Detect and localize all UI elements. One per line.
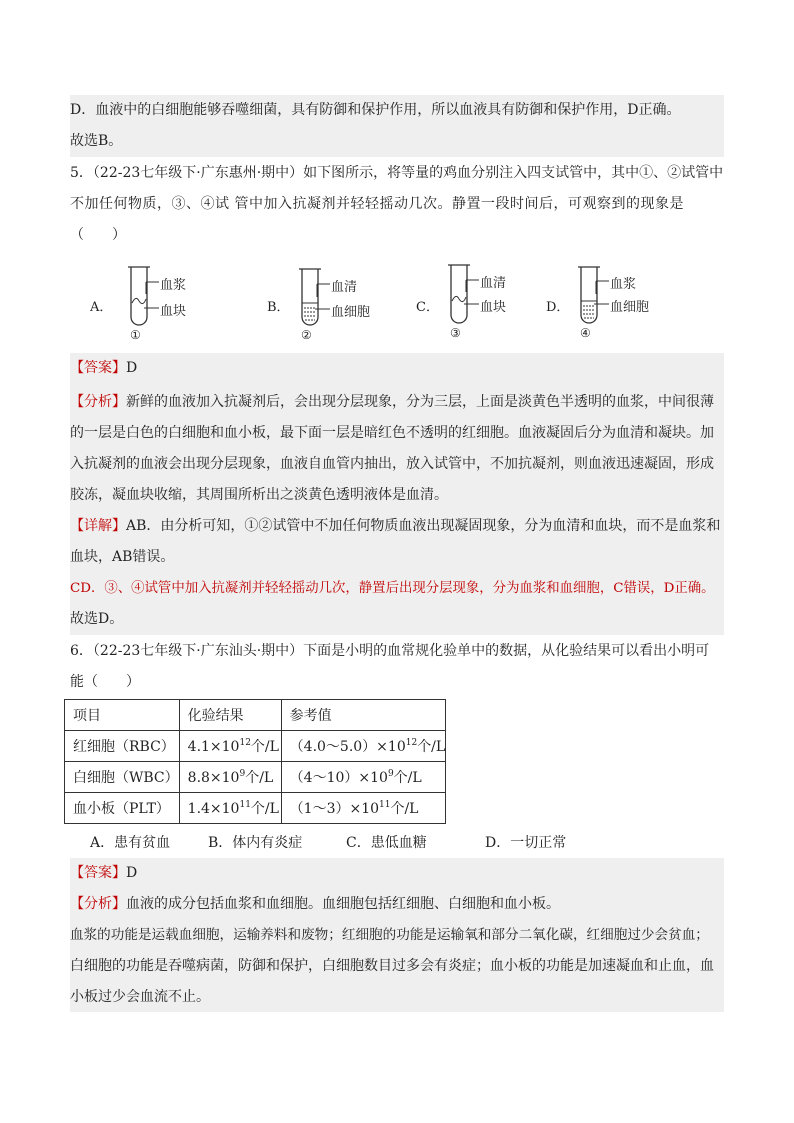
- q5-analysis-line-2: 的一层是白色的白细胞和血小板，最下面一层是暗红色不透明的红细胞。血液凝固后分为血清和凝块。加: [70, 425, 714, 441]
- q5-analysis-line-1: [70, 387, 724, 418]
- q5-answer-line: [70, 353, 724, 384]
- analysis-tag: 【分析】: [70, 896, 126, 912]
- table-row: [65, 731, 446, 762]
- tube-b-top-label: 血清: [331, 280, 358, 295]
- tube-option-d[interactable]: [546, 262, 686, 344]
- table-row: [65, 762, 446, 793]
- label-leader-lines: [144, 274, 160, 314]
- tube-c-top-label: 血清: [480, 276, 507, 291]
- q6-stem-line-1: 6．（22-23七年级下·广东汕头·期中）下面是小明的血常规化验单中的数据，从化验结果可以看出小明可: [70, 643, 710, 659]
- option-c[interactable]: C．患低血糖: [346, 835, 427, 851]
- q6-stem-line-2: 能（ ）: [70, 674, 140, 690]
- q5-stem-line-2: 不加任何物质，③、④试 管中加入抗凝剂并轻轻摇动几次。静置一段时间后，可观察到的现象是: [70, 196, 684, 212]
- answer-tag: 【答案】: [70, 360, 126, 376]
- tube-option-c[interactable]: [416, 262, 546, 344]
- tube-option-b[interactable]: [267, 262, 397, 344]
- tube-c-bottom-label: 血块: [480, 300, 507, 315]
- q6-solution: [70, 858, 724, 1012]
- table-cell-reference: $(1\sim 3)\times 10^{11}$个/L: [281, 793, 446, 824]
- label-leader-lines: [315, 277, 331, 317]
- tube-c-number: ③: [450, 326, 461, 340]
- option-a[interactable]: A．患有贫血: [90, 835, 171, 851]
- q5-stem-line-1: 5．（22-23七年级下·广东惠州·期中）如下图所示，将等量的鸡血分别注入四支试管中，其中①、②试管中: [70, 165, 724, 181]
- tube-letter-a: A．: [90, 300, 113, 315]
- tube-a-top-label: 血浆: [160, 278, 187, 293]
- tube-letter-d: D．: [546, 300, 570, 315]
- label-leader-lines: [464, 272, 480, 312]
- table-cell-item: 血小板（PLT）: [65, 793, 180, 824]
- tube-d-bottom-label: 血细胞: [610, 300, 650, 315]
- table-cell-result: $4.1\times 10^{12}$个/L: [179, 731, 281, 762]
- detail-tag: 【详解】: [70, 518, 126, 534]
- table-header-cell: 化验结果: [179, 700, 281, 731]
- detail-text: AB．由分析可知，①②试管中不加任何物质血液出现凝固现象，分为血清和血块，而不是血浆和: [126, 518, 721, 534]
- q5-detail-line-1: [70, 511, 724, 542]
- table-cell-result: $8.8\times 10^9$个/L: [179, 762, 281, 793]
- q6-analysis-line-3: 白细胞的功能是吞噬病菌，防御和保护，白细胞数目过多会有炎症；血小板的功能是加速凝血和止血，血: [70, 958, 714, 974]
- tube-d-number: ④: [580, 326, 591, 340]
- q4-option-d-explanation: D．血液中的白细胞能够吞噬细菌，具有防御和保护作用，所以血液具有防御和保护作用，D正确。: [70, 102, 681, 118]
- tube-option-a[interactable]: [90, 262, 220, 344]
- q5-tube-figure: [90, 262, 690, 344]
- option-d[interactable]: D．一切正常: [485, 835, 567, 851]
- answer-value: D: [126, 865, 138, 881]
- q5-analysis-line-4: 胶冻，凝血块收缩，其周围所析出之淡黄色透明液体是血清。: [70, 487, 448, 503]
- answer-value: D: [126, 360, 138, 376]
- q6-analysis-line-1: [70, 889, 724, 920]
- analysis-text: 新鲜的血液加入抗凝剂后，会出现分层现象，分为三层，上面是淡黄色半透明的血浆，中间很薄: [126, 394, 714, 410]
- tube-letter-c: C．: [416, 300, 439, 315]
- label-leader-lines: [594, 274, 610, 314]
- tube-b-number: ②: [301, 328, 312, 342]
- q5-detail-line-4: 故选D。: [70, 611, 124, 627]
- q4-choose-line: 故选B。: [70, 133, 123, 149]
- tube-letter-b: B．: [267, 300, 290, 315]
- analysis-text: 血液的成分包括血浆和血细胞。血细胞包括红细胞、白细胞和血小板。: [126, 896, 560, 912]
- q6-answer-line: [70, 858, 724, 889]
- q5-solution: [70, 353, 724, 635]
- table-header-cell: 项目: [65, 700, 180, 731]
- table-cell-result: $1.4\times 10^{11}$个/L: [179, 793, 281, 824]
- q5-stem: [70, 158, 724, 251]
- analysis-tag: 【分析】: [70, 394, 126, 410]
- table-cell-item: 红细胞（RBC）: [65, 731, 180, 762]
- blood-test-table: [64, 699, 446, 824]
- q5-analysis-line-3: 入抗凝剂的血液会出现分层现象，血液自血管内抽出，放入试管中，不加抗凝剂，则血液迅速凝固，形成: [70, 456, 714, 472]
- q6-analysis-line-4: 小板过少会血流不止。: [70, 989, 210, 1005]
- answer-tag: 【答案】: [70, 865, 126, 881]
- q5-detail-line-3: CD．③、④试管中加入抗凝剂并轻轻摇动几次，静置后出现分层现象，分为血浆和血细胞，C错误，D正确。: [70, 581, 715, 596]
- tube-a-bottom-label: 血块: [160, 304, 187, 319]
- q4-solution-tail: [70, 95, 724, 157]
- option-b[interactable]: B．体内有炎症: [208, 835, 303, 851]
- q6-stem: [70, 636, 724, 698]
- table-row: [65, 793, 446, 824]
- q5-detail-line-2: 血块，AB错误。: [70, 549, 175, 565]
- tube-b-bottom-label: 血细胞: [331, 305, 371, 320]
- q5-stem-line-3: （ ）: [70, 227, 126, 243]
- table-cell-reference: $(4.0\sim 5.0)\times 10^{12}$个/L: [281, 731, 446, 762]
- table-header-row: [65, 700, 446, 731]
- q6-analysis-line-2: 血浆的功能是运载血细胞，运输养料和废物；红细胞的功能是运输氧和部分二氧化碳，红细胞过少会贫血；: [70, 927, 709, 943]
- tube-d-top-label: 血浆: [610, 277, 637, 292]
- table-cell-item: 白细胞（WBC）: [65, 762, 180, 793]
- table-cell-reference: $(4\sim 10)\times 10^9$个/L: [281, 762, 446, 793]
- tube-a-number: ①: [130, 328, 141, 342]
- table-header-cell: 参考值: [281, 700, 446, 731]
